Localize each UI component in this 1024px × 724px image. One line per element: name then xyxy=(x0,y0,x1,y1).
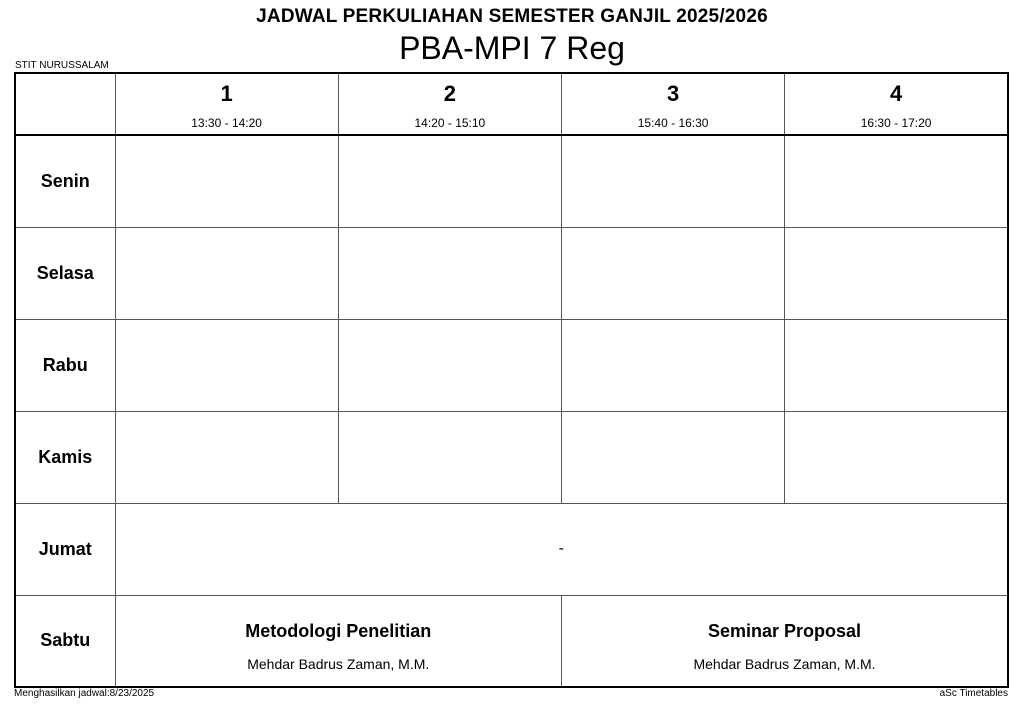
lesson-cell xyxy=(338,135,561,227)
day-label: Kamis xyxy=(15,411,115,503)
day-row-sabtu xyxy=(15,595,1008,687)
lesson-cell xyxy=(785,227,1008,319)
period-time: 14:20 - 15:10 xyxy=(414,116,486,130)
timetable-title: JADWAL PERKULIAHAN SEMESTER GANJIL 2025/2026 xyxy=(256,6,768,27)
lesson-cell-jumat xyxy=(115,503,1008,595)
period-number: 2 xyxy=(443,81,456,106)
school-name: STIT NURUSSALAM xyxy=(15,60,109,71)
day-label: Jumat xyxy=(15,503,115,595)
lesson-cell xyxy=(562,227,785,319)
period-time: 15:40 - 16:30 xyxy=(637,116,709,130)
lesson-teacher: Mehdar Badrus Zaman, M.M. xyxy=(247,656,430,673)
period-header-1 xyxy=(115,73,338,135)
day-label: Selasa xyxy=(15,227,115,319)
lesson-cell xyxy=(562,319,785,411)
day-row-senin xyxy=(15,135,1008,227)
empty-marker: - xyxy=(558,540,564,557)
lesson-cell-metodologi xyxy=(115,595,562,687)
corner-cell xyxy=(15,73,115,135)
timetable-grid xyxy=(14,72,1009,688)
lesson-subject: Seminar Proposal xyxy=(707,621,862,642)
lesson-subject: Metodologi Penelitian xyxy=(245,621,432,642)
period-time: 16:30 - 17:20 xyxy=(860,116,932,130)
lesson-cell xyxy=(115,411,338,503)
period-number: 1 xyxy=(220,81,233,106)
lesson-cell-seminar xyxy=(562,595,1009,687)
day-row-selasa xyxy=(15,227,1008,319)
period-header-4 xyxy=(785,73,1008,135)
lesson-cell xyxy=(338,227,561,319)
lesson-cell xyxy=(562,411,785,503)
period-header-3 xyxy=(562,73,785,135)
lesson-cell xyxy=(338,411,561,503)
day-label: Sabtu xyxy=(15,595,115,687)
software-credit: aSc Timetables xyxy=(939,688,1008,699)
day-label: Senin xyxy=(15,135,115,227)
day-row-rabu xyxy=(15,319,1008,411)
period-header-row xyxy=(15,73,1008,135)
lesson-cell xyxy=(785,411,1008,503)
period-time: 13:30 - 14:20 xyxy=(191,116,262,130)
lesson-cell xyxy=(785,319,1008,411)
period-number: 4 xyxy=(890,81,903,106)
lesson-cell xyxy=(785,135,1008,227)
day-label: Rabu xyxy=(15,319,115,411)
period-number: 3 xyxy=(667,81,680,106)
generated-date: Menghasilkan jadwal:8/23/2025 xyxy=(14,688,155,699)
lesson-cell xyxy=(562,135,785,227)
period-header-2 xyxy=(338,73,561,135)
lesson-cell xyxy=(338,319,561,411)
lesson-cell xyxy=(115,227,338,319)
day-row-kamis xyxy=(15,411,1008,503)
class-name: PBA-MPI 7 Reg xyxy=(399,30,625,66)
day-row-jumat xyxy=(15,503,1008,595)
lesson-teacher: Mehdar Badrus Zaman, M.M. xyxy=(693,656,876,673)
lesson-cell xyxy=(115,135,338,227)
lesson-cell xyxy=(115,319,338,411)
